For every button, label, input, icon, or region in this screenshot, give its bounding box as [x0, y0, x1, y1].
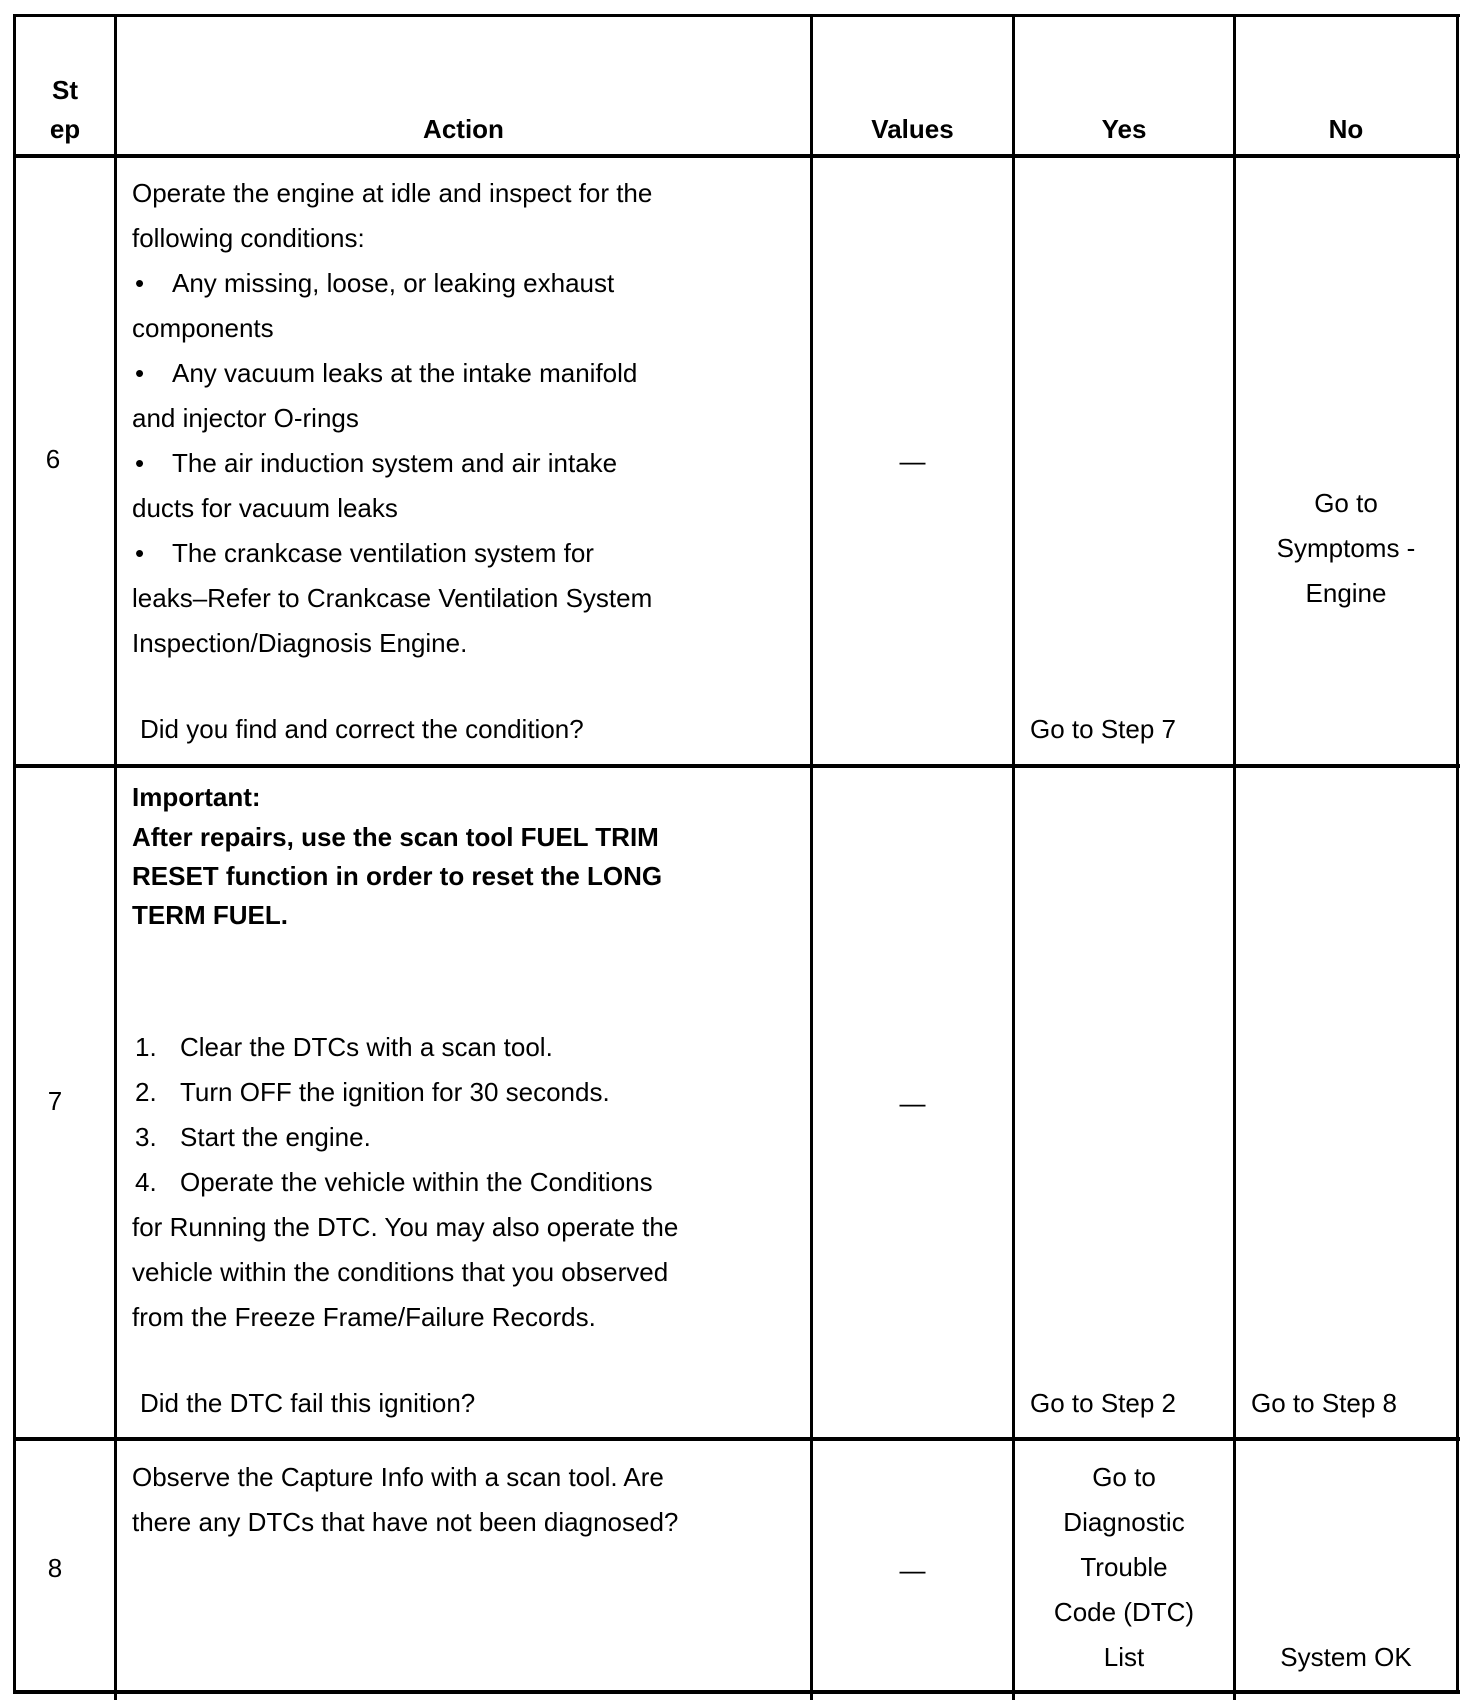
rule-col-yes: [1233, 14, 1236, 1700]
rule-col-action: [810, 14, 813, 1700]
row6-yes: Go to Step 7: [1030, 714, 1176, 744]
row6-action-line: The crankcase ventilation system for: [172, 538, 594, 568]
row6-bullet: •: [135, 448, 145, 478]
row7-list-number: 1.: [135, 1032, 157, 1062]
row7-yes: Go to Step 2: [1030, 1388, 1176, 1418]
rule-top: [13, 14, 1460, 17]
row6-action-line: ducts for vacuum leaks: [132, 493, 398, 523]
row7-list-line: for Running the DTC. You may also operate the: [132, 1212, 679, 1242]
row6-action-line: components: [132, 313, 274, 343]
row8-no: System OK: [1280, 1642, 1412, 1672]
row6-no-line: Go to: [1314, 488, 1378, 518]
rule-row6-bottom: [13, 764, 1460, 768]
row6-values: —: [899, 446, 926, 476]
row7-list-number: 2.: [135, 1077, 157, 1107]
row7-list-line: Clear the DTCs with a scan tool.: [180, 1032, 553, 1062]
row7-no: Go to Step 8: [1251, 1388, 1397, 1418]
row6-bullet: •: [135, 358, 145, 388]
row8-action-line: Observe the Capture Info with a scan tool. Are: [132, 1462, 664, 1492]
row7-list-number: 4.: [135, 1167, 157, 1197]
row7-important-line: Important:: [132, 782, 261, 812]
row7-step: 7: [47, 1086, 63, 1116]
row6-action-line: Any missing, loose, or leaking exhaust: [172, 268, 615, 298]
row7-list-line: Turn OFF the ignition for 30 seconds.: [180, 1077, 610, 1107]
row6-no-line: Symptoms -: [1276, 533, 1416, 563]
rule-right: [1456, 14, 1459, 1694]
row7-list-line: Operate the vehicle within the Conditions: [180, 1167, 653, 1197]
row6-action-line: Any vacuum leaks at the intake manifold: [172, 358, 638, 388]
row8-values: —: [899, 1555, 926, 1585]
row7-question: Did the DTC fail this ignition?: [140, 1388, 476, 1418]
row8-yes-line: Code (DTC): [1053, 1597, 1195, 1627]
row7-values: —: [899, 1088, 926, 1118]
row8-yes-line: Diagnostic: [1063, 1507, 1185, 1537]
row7-list-line: from the Freeze Frame/Failure Records.: [132, 1302, 596, 1332]
rule-left: [13, 14, 16, 1694]
rule-row7-bottom: [13, 1437, 1460, 1441]
row6-action-line: leaks–Refer to Crankcase Ventilation System: [132, 583, 653, 613]
row7-list-line: Start the engine.: [180, 1122, 371, 1152]
row6-question: Did you find and correct the condition?: [140, 714, 584, 744]
row6-action-line: Inspection/Diagnosis Engine.: [132, 628, 468, 658]
rule-header-bottom: [13, 154, 1460, 158]
row8-step: 8: [47, 1553, 63, 1583]
rule-col-step: [114, 14, 117, 1700]
row7-important-line: RESET function in order to reset the LONG: [132, 861, 663, 891]
row6-action-line: following conditions:: [132, 223, 365, 253]
row6-step: 6: [45, 444, 61, 474]
row6-action-line: and injector O-rings: [132, 403, 359, 433]
row6-no-line: Engine: [1305, 578, 1387, 608]
row7-list-line: vehicle within the conditions that you observed: [132, 1257, 669, 1287]
row7-list-number: 3.: [135, 1122, 157, 1152]
row8-yes-line: List: [1103, 1642, 1145, 1672]
row6-bullet: •: [135, 268, 145, 298]
row7-important-line: After repairs, use the scan tool FUEL TRIM: [132, 822, 659, 852]
row8-yes-line: Go to: [1092, 1462, 1156, 1492]
rule-col-values: [1012, 14, 1015, 1700]
row8-action-line: there any DTCs that have not been diagnosed?: [132, 1507, 679, 1537]
header-step-line2: ep: [49, 114, 81, 144]
rule-bottom: [13, 1690, 1460, 1694]
header-action: Action: [423, 114, 504, 144]
header-no: No: [1328, 114, 1364, 144]
row7-important-line: TERM FUEL.: [132, 900, 288, 930]
row6-bullet: •: [135, 538, 145, 568]
row6-action-line: The air induction system and air intake: [172, 448, 618, 478]
header-values: Values: [871, 114, 954, 144]
header-step-line1: St: [52, 75, 78, 105]
header-yes: Yes: [1101, 114, 1147, 144]
row6-action-line: Operate the engine at idle and inspect for the: [132, 178, 653, 208]
row8-yes-line: Trouble: [1080, 1552, 1168, 1582]
